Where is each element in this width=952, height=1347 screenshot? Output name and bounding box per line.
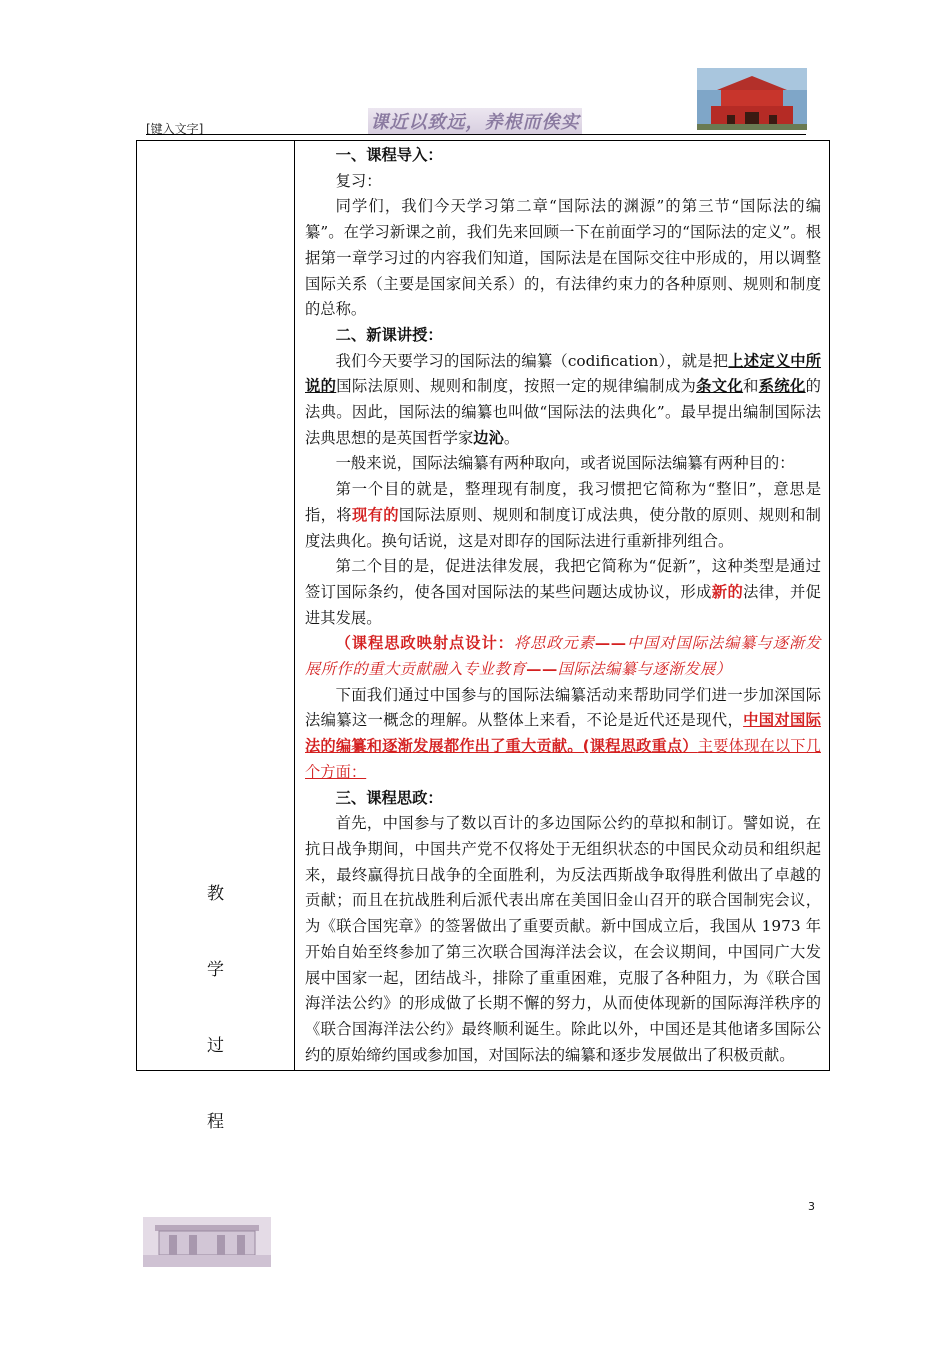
campus-building-image-icon [143, 1217, 271, 1267]
paragraph: 同学们，我们今天学习第二章“国际法的渊源”的第三节“国际法的编纂”。在学习新课之前，我们先来回顾一下在前面学习的“国际法的定义”。根据第一章学习过的内容我们知道，国际法是在国际交往中形成的，用以调整国际关系（主要是国家间关系）的，有法律约束力的各种原则、规则和制度的总称。 [305, 197, 821, 319]
header-label: [键入文字] [146, 122, 204, 136]
content-cell [295, 141, 830, 1071]
paragraph: 一般来说，国际法编纂有两种取向，或者说国际法编纂有两种目的： [335, 454, 795, 473]
paragraph: 第一个目的就是，整理现有制度，我习惯把它简称为“整旧”，意思是指，将现有的国际法原则、规则和制度订成法典，使分散的原则、规则和制度法典化。换句话说，这是对即存的国际法进行重新排列组合。 [305, 480, 821, 550]
section-title: 三、课程思政： [335, 788, 443, 807]
side-char: 学 [207, 960, 224, 980]
section-title: 二、新课讲授： [335, 325, 443, 344]
side-char: 过 [207, 1036, 224, 1056]
side-label-cell [137, 141, 295, 1132]
section-title: 一、课程导入： [335, 146, 443, 164]
lesson-table [136, 140, 830, 1132]
paragraph: 下面我们通过中国参与的国际法编纂活动来帮助同学们进一步加深国际法编纂这一概念的理解。从整体上来看，不论是近代还是现代，中国对国际法的编纂和逐渐发展都作出了重大贡献。(课程思政重点）主要体现在以下几个方面： [305, 685, 821, 781]
ideology-note: （课程思政映射点设计：将思政元素——中国对国际法编纂与逐渐发展所作的重大贡献融入专业教育——国际法编纂与逐渐发展） [305, 634, 821, 679]
paragraph: 第二个目的是，促进法律发展，我把它简称为“促新”，这种类型是通过签订国际条约，使各国对国际法的某些问题达成协议，形成新的法律，并促进其发展。 [305, 557, 821, 627]
side-char: 程 [207, 1112, 224, 1132]
paragraph: 首先，中国参与了数以百计的多边国际公约的草拟和制订。譬如说，在抗日战争期间，中国共产党不仅将处于无组织状态的中国民众动员和组织起来，最终赢得抗日战争的全面胜利，为反法西斯战争取得胜利做出了卓越的贡献；而且在抗战胜利后派代表出席在美国旧金山召开的联合国制宪会议，为《联合国宪章》的签署做出了重要贡献。新中国成立后，我国从 1973 年开始自始至终参加了第三次联合国海洋法会议，在会议期间，中国同广大发展中国家一起，团结战斗，排除了重重困难，克服了各种阻力，为《联合国海洋法公约》的形成做了长期不懈的努力，从而使体现新的国际海洋秩序的《联合国海洋法公约》最终顺利诞生。除此以外，中国还是其他诸多国际公约的原始缔约国或参加国，对国际法的编纂和逐步发展做出了积极贡献。 [305, 814, 821, 1064]
header-motto-banner: 课近以致远，养根而俟实 [368, 108, 582, 134]
page-number: 3 [808, 1200, 815, 1213]
review-label: 复习： [335, 171, 382, 190]
header-rule [146, 134, 806, 135]
side-char: 教 [207, 884, 224, 904]
tiananmen-image-icon [697, 68, 807, 130]
paragraph: 我们今天要学习的国际法的编纂（codification），就是把上述定义中所说的国际法原则、规则和制度，按照一定的规律编制成为条文化和系统化的法典。因此，国际法的编纂也叫做“国际法的法典化”。最早提出编制国际法法典思想的是英国哲学家边沁。 [305, 351, 821, 447]
